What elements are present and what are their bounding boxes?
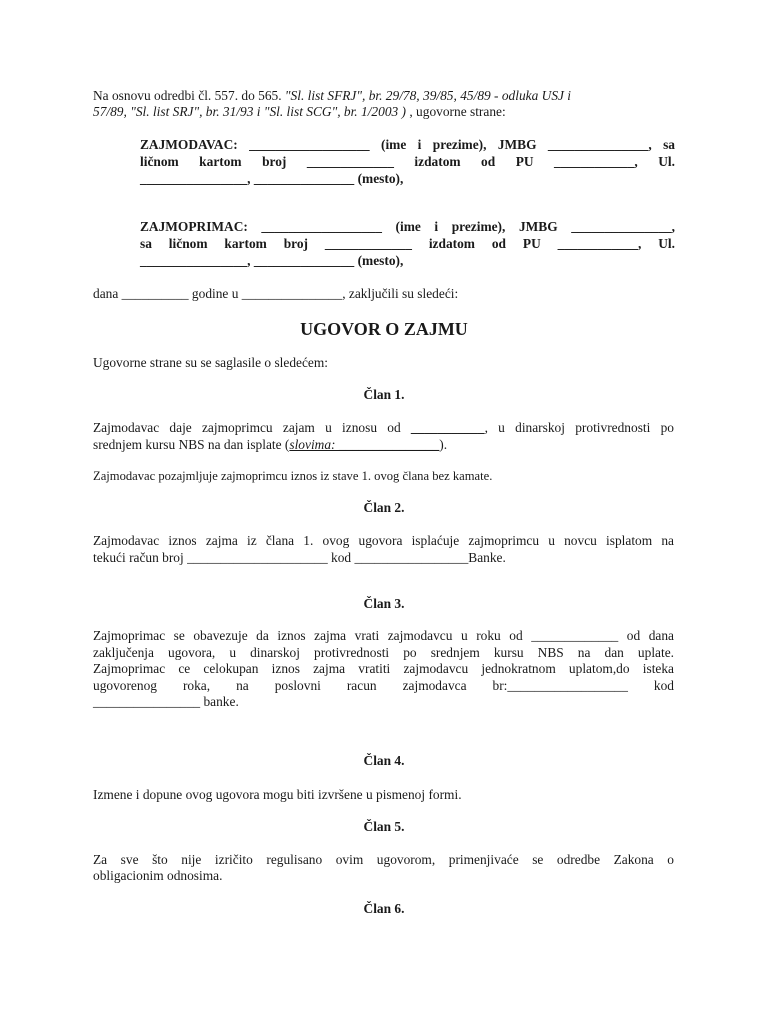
clan-2-line-1: [93, 533, 674, 550]
intro-line-2-italic: 57/89, "Sl. list SRJ", br. 31/93 i "Sl. list SCG", br. 1/2003 ): [93, 104, 407, 119]
zajmodavac-line-2-text: ličnom kartom broj _____________ izdatom od PU ____________, Ul.: [140, 154, 675, 169]
clan-1-line-1: [93, 420, 674, 437]
clan-4-text: Izmene i dopune ovog ugovora mogu biti izvršene u pismenoj formi.: [93, 787, 462, 802]
clan-4-heading: Član 4.: [363, 753, 405, 768]
zajmoprimac-line-3-text: ________________, _______________ (mesto),: [140, 253, 404, 268]
zajmodavac-line-1-text: ZAJMODAVAC: __________________ (ime i prezime), JMBG _______________, sa: [140, 137, 675, 152]
preamble: Ugovorne strane su se saglasile o sledećem:: [93, 355, 329, 370]
intro-line-1: [93, 88, 674, 105]
zajmoprimac-line-3: [140, 253, 675, 270]
clan-1-heading: Član 1.: [363, 387, 405, 402]
clan-3-line-2: [93, 645, 674, 662]
intro-line-2: [93, 104, 674, 121]
zajmodavac-line-3: [140, 171, 675, 188]
intro-line-1-plain: Na osnovu odredbi čl. 557. do 565.: [93, 88, 285, 103]
clan-3-line-4-text: ugovorenog roka, na poslovni racun zajmodavca br:__________________ kod: [93, 678, 674, 693]
clan-1-slovima: slovima:: [289, 437, 336, 452]
clan-3-line-5: ________________ banke.: [93, 694, 239, 709]
clan-1-slovima-blank: _______________: [335, 437, 440, 452]
clan-1-amount-blank: ___________: [410, 420, 485, 435]
zajmodavac-line-1: [140, 137, 675, 154]
dana-line: [93, 286, 674, 303]
clan-2-line-1-text: Zajmodavac iznos zajma iz člana 1. ovog ugovora isplaćuje zajmoprimcu u novcu isplatom na: [93, 533, 674, 548]
clan-2-heading: Član 2.: [363, 500, 405, 515]
zajmodavac-line-3-text: ________________, _______________ (mesto),: [140, 171, 404, 186]
clan-3-line-3-text: Zajmoprimac ce celokupan iznos zajma vratiti zajmodavcu jednokratnom uplatom,do isteka: [93, 661, 674, 676]
clan-1-line-1-text-a: Zajmodavac daje zajmoprimcu zajam u iznosu od: [93, 420, 411, 435]
clan-3-line-1: [93, 628, 674, 645]
document-title: UGOVOR O ZAJMU: [300, 319, 468, 339]
zajmoprimac-line-1-text: ZAJMOPRIMAC: __________________ (ime i prezime), JMBG _______________,: [140, 219, 675, 234]
zajmoprimac-line-2: [140, 236, 675, 253]
intro-line-2-plain: , ugovorne strane:: [406, 104, 506, 119]
clan-3-line-3: [93, 661, 674, 678]
clan-5-line-1-text: Za sve što nije izričito regulisano ovim ugovorom, primenjivaće se odredbe Zakona o: [93, 852, 674, 867]
clan-5-line-1: [93, 852, 674, 869]
clan-1-line-2-text-b: ).: [439, 437, 448, 452]
clan-6-heading: Član 6.: [363, 901, 405, 916]
clan-5-heading: Član 5.: [363, 819, 405, 834]
zajmoprimac-line-1: [140, 219, 675, 236]
clan-3-line-1-text: Zajmoprimac se obavezuje da iznos zajma vrati zajmodavcu u roku od _____________ od dana: [93, 628, 674, 643]
clan-3-line-2-text: zaključenja ugovora, u dinarskoj protivrednosti po srednjem kursu NBS na dan uplate.: [93, 645, 674, 660]
intro-line-1-italic: "Sl. list SFRJ", br. 29/78, 39/85, 45/89 - odluka USJ i: [284, 88, 572, 103]
zajmoprimac-line-2-text: sa ličnom kartom broj _____________ izdatom od PU ____________, Ul.: [140, 236, 675, 251]
clan-1-line-1-text-b: , u dinarskoj protivrednosti po: [484, 420, 674, 435]
clan-3-line-4: [93, 678, 674, 695]
clan-1-line-2-text-a: srednjem kursu NBS na dan isplate (: [93, 437, 290, 452]
clan-1-line-2: [93, 437, 674, 454]
clan-2-line-2: tekući račun broj _____________________ kod _________________Banke.: [93, 550, 506, 565]
clan-1-paragraph-2: Zajmodavac pozajmljuje zajmoprimcu iznos iz stave 1. ovog člana bez kamate.: [93, 469, 493, 483]
clan-5-line-2: obligacionim odnosima.: [93, 868, 223, 883]
zajmodavac-line-2: [140, 154, 675, 171]
clan-3-heading: Član 3.: [363, 596, 405, 611]
dana-line-text: dana __________ godine u _______________, zaključili su sledeći:: [93, 286, 459, 301]
